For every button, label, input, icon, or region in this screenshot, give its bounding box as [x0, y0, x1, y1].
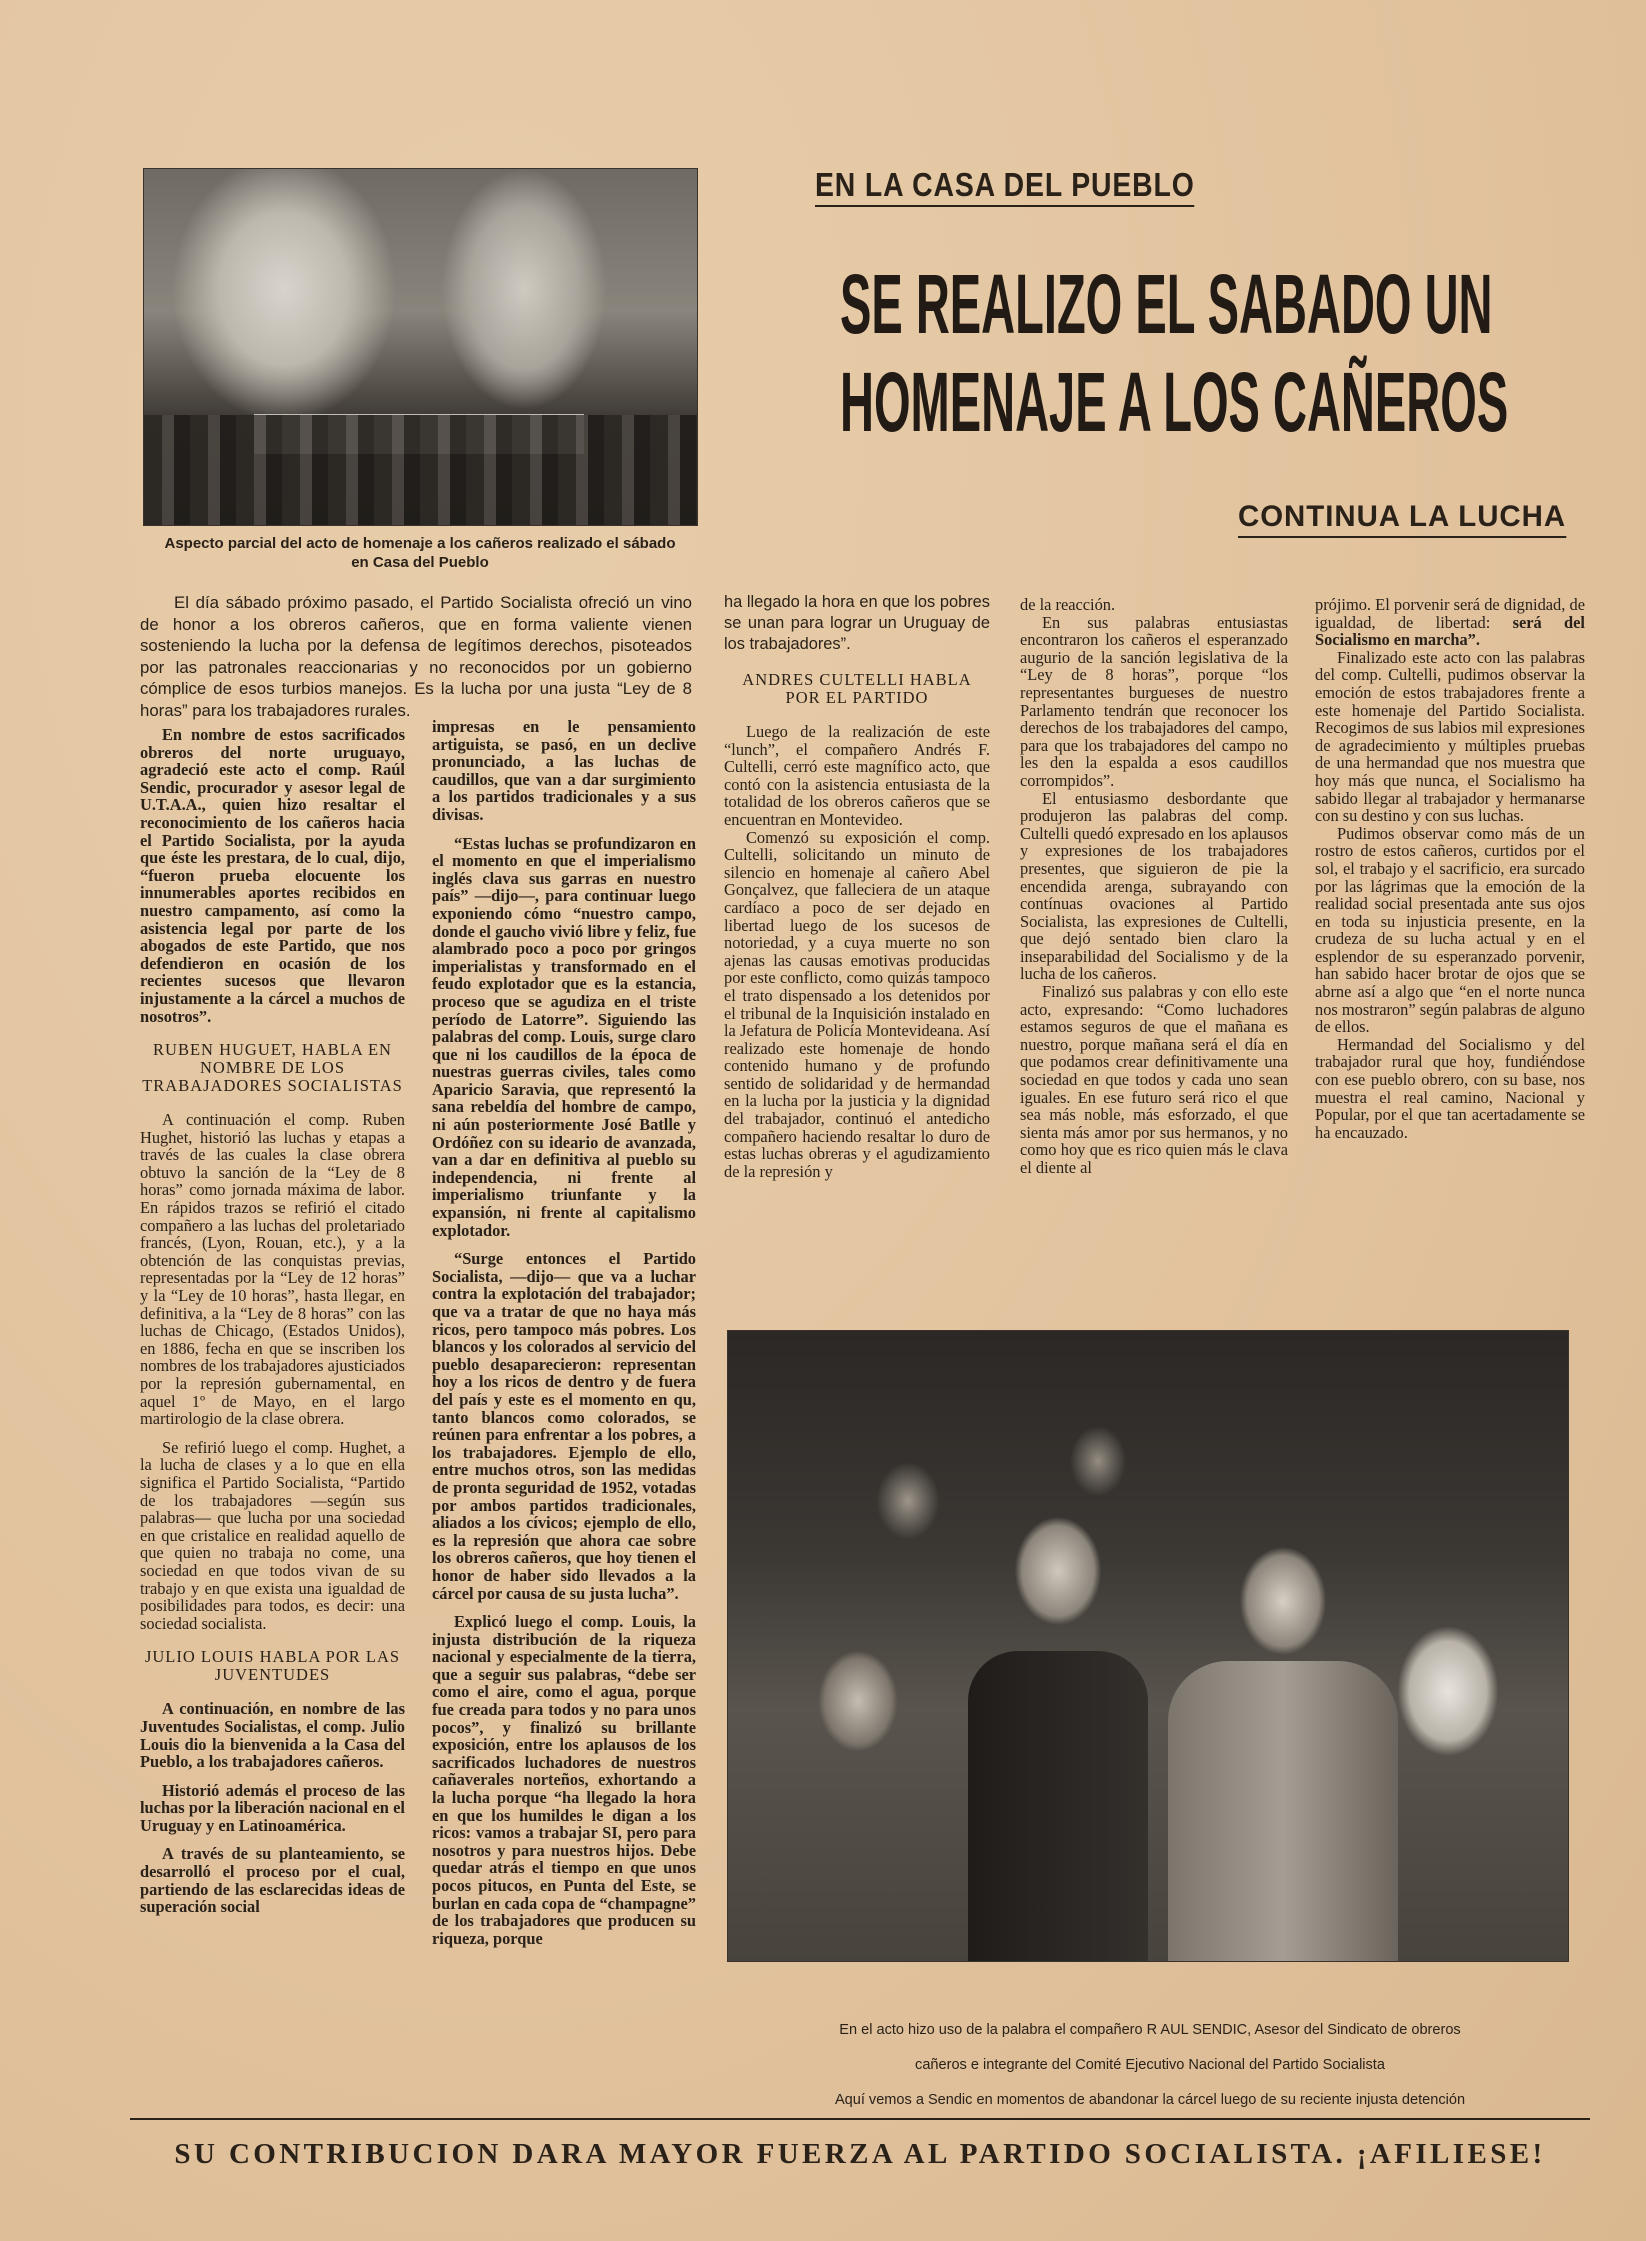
photo2-caption-line: En el acto hizo uso de la palabra el compañero R AUL SENDIC, Asesor del Sindicato de obreros — [839, 2021, 1461, 2038]
paragraph: Explicó luego el comp. Louis, la injusta distribución de la riqueza nacional y especialmente de la tierra, que a seguir sus palabras, “debe ser como el aire, como el agua, porque fue creada para todos y no para unos pocos”, y finalizó su brillante exposición, entre los aplausos de los sacrificados luchadores de nuestros cañaverales norteños, exhortando a la lucha porque “ha llegado la hora en que los humildes le digan a los ricos: vamos a trabajar SI, pero para nosotros y para nuestros hijos. Debe quedar atrás el tiempo en que unos pocos pitucos, en Punta del Este, se burlan en cada copa de “champagne” de los trabajadores que producen su riqueza, porque — [432, 1612, 696, 1948]
paragraph: impresas en le pensamiento artiguista, se pasó, en un declive pronunciado, a las luchas de caudillos, que van a dar surgimiento a los partidos tradicionales y a sus divisas. — [432, 717, 696, 824]
paragraph: Pudimos observar como más de un rostro de estos cañeros, curtidos por el sol, el trabajo y el sacrificio, era surcado por las lágrimas que la emoción de la realidad social presentada ante sus ojos en toda su injusticia presente, en la crudeza de su lucha actual y en el esplendor de su esperanzado porvenir, han sabido hacer brotar de ojos que se abrne así a algo que “en el norte nunca nos mostraron” según palabras de alguno de ellos. — [1315, 823, 1585, 1037]
section-heading: ANDRES CULTELLI HABLA POR EL PARTIDO — [742, 670, 972, 707]
paragraph: Luego de la realización de este “lunch”, el compañero Andrés F. Cultelli, cerró este magnífico acto, que contó con la asistencia entusiasta de la totalidad de los obreros cañeros que se encuentran en Montevideo. — [724, 722, 990, 829]
paragraph: Finalizado este acto con las palabras del comp. Cultelli, pudimos observar la emoción de estos trabajadores frente a este homenaje del Partido Socialista. Recogimos de sus labios mil expresiones de agradecimiento y múltiples pruebas de una hermandad que nos muestra que hoy más que nunca, el Socialismo ha sabido llegar al trabajador y hermanarse con su destino y con sus luchas. — [1315, 647, 1585, 826]
paragraph: Finalizó sus palabras y con ello este acto, expresando: “Como luchadores estamos seguros de que el mañana es nuestro, porque mañana será el día en que podamos crear definitivamente una sociedad en que todos y cada uno sean iguales. En ese futuro será rico el que sea más noble, más esforzado, el que sienta más amor por sus hermanos, y no como hoy que es rico quien más le clava el diente al — [1020, 982, 1288, 1177]
paragraph: El entusiasmo desbordante que produjeron las palabras del comp. Cultelli quedó expresado en los aplausos y expresiones de los trabajadores presentes, que siguieron de pie la encendida arenga, subrayando con contínuas ovaciones al Partido Socialista, las expresiones de Cultelli, que dejó sentado bien claro la inseparabilidad del Socialismo y de la lucha de los cañeros. — [1020, 788, 1288, 984]
headline-kicker: EN LA CASA DEL PUEBLO — [815, 166, 1195, 207]
photo2-caption-line: Aquí vemos a Sendic en momentos de abandonar la cárcel luego de su reciente injusta detención — [834, 2091, 1466, 2108]
column-3 — [724, 592, 990, 1191]
paragraph: Hermandad del Socialismo y del trabajador rural que hoy, fundiéndose con ese pueblo obrero, con su base, nos muestra el real camino, Nacional y Popular, por el que tan acertadamente se ha encauzado. — [1315, 1034, 1585, 1142]
photo-figure — [1168, 1661, 1398, 1961]
photo-sendic-leaving-jail — [727, 1330, 1569, 1962]
photo-crowd — [144, 415, 697, 525]
paragraph-text: prójimo. El porvenir será de dignidad, de igualdad, de libertad: — [1315, 595, 1585, 632]
headline-line-1: SE REALIZO EL SABADO UN — [840, 257, 1493, 351]
paragraph: En sus palabras entusiastas encontraron los cañeros el esperanzado augurio de la sanción legislativa de la “Ley de 8 horas”, porque “los representantes burgueses de nuestro Parlamento tendrán que reconocer los derechos de los trabajadores del campo, para que los trabajadores del campo no les den la espalda a esos caudillos corrompidos”. — [1020, 612, 1288, 790]
paragraph: “Surge entonces el Partido Socialista, —dijo— que va a luchar contra la explotación del trabajador; que va a tratar de que no haya más ricos, pero tampoco más pobres. Los blancos y los colorados al servicio del pueblo desaparecieron: representan hoy a los ricos de dentro y de fuera del país y este es el momento en qu, tanto blancos como colorados, se reúnen para enfrentar a los pobres, a los trabajadores. Ejemplo de ello, entre muchos otros, son las medidas de pronta seguridad de 1952, votadas por ambos partidos tradicionales, aliados a los cívicos; ejemplo de ello, es la represión que ahora cae sobre los obreros cañeros, que hoy tienen el honor de haber sido llevados a la cárcel por causa de su justa lucha”. — [432, 1249, 696, 1603]
column-5 — [1315, 596, 1585, 1141]
photo-event-audience — [143, 168, 698, 526]
paragraph: A través de su planteamiento, se desarrolló el proceso por el cual, partiendo de las esclarecidas ideas de superación social — [140, 1844, 405, 1917]
divider-rule — [130, 2118, 1590, 2120]
photo2-caption — [733, 2012, 1567, 2117]
paragraph: Historió además el proceso de las luchas por la liberación nacional en el Uruguay y en Latinoamérica. — [140, 1780, 405, 1835]
photo1-caption-line: en Casa del Pueblo — [351, 554, 489, 571]
section-heading: JULIO LOUIS HABLA POR LAS JUVENTUDES — [144, 1647, 401, 1685]
section-heading: RUBEN HUGUET, HABLA EN NOMBRE DE LOS TRABAJADORES SOCIALISTAS — [142, 1040, 403, 1096]
paragraph: de la reacción. — [1020, 595, 1116, 614]
subheadline: CONTINUA LA LUCHA — [1238, 500, 1566, 538]
paragraph — [1315, 596, 1585, 649]
headline-line-2: HOMENAJE A LOS CAÑEROS — [840, 355, 1509, 449]
intro-text: El día sábado próximo pasado, el Partido Socialista ofreció un vino de honor a los obreros cañeros, que en forma valiente vienen sosteniendo la lucha por la defensa de legítimos derechos, pisoteados por las patronales reaccionarias y no reconocidos por un gobierno cómplice de esos turbios manejos. Es la lucha por una justa “Ley de 8 horas” para los trabajadores rurales. — [140, 593, 692, 720]
paragraph: “Estas luchas se profundizaron en el momento en que el imperialismo inglés clava sus garras en nuestro país” —dijo—, para continuar luego exponiendo cómo “nuestro campo, donde el gaucho vivió libre y feliz, fue alambrado poco a poco por gringos imperialistas y transformado en el feudo explotador que es la estancia, proceso que se agudiza en el triste período de Latorre”. Siguiendo las palabras del comp. Louis, surge claro que ni los caudillos de la época de nuestras guerras civiles, tales como Aparicio Saravia, que representó la sana rebeldía del hombre de campo, ni aún posteriormente José Batlle y Ordóñez con su ideario de avanzada, van a dar en definitiva al pueblo su independencia, ni frente al imperialismo triunfante y la expansión, ni frente al capitalismo explotador. — [432, 833, 696, 1240]
paragraph: A continuación el comp. Ruben Hughet, historió las luchas y etapas a través de las cuales la clase obrera obtuvo la sanción de la “Ley de 8 horas” como jornada máxima de labor. En rápidos trazos se refirió el citado compañero a las luchas del proletariado francés, (Lyon, Rouan, etc.), y a la obtención de las conquistas previas, representadas por la “Ley de 12 horas” y la “Ley de 10 horas”, hasta llegar, en definitiva, a la “Ley de 8 horas” con las luchas de Chicago, (Estados Unidos), en 1886, fecha en que se inscriben los nombres de los trabajadores ajusticiados por la represión gubernamental, en aquel 1º de Mayo, en el largo martirologio de la clase obrera. — [140, 1110, 405, 1429]
photo1-caption-line: Aspecto parcial del acto de homenaje a los cañeros realizado el sábado — [164, 535, 676, 552]
column-4 — [1020, 596, 1288, 1177]
emphasis-text: será del Socialismo en marcha”. — [1315, 612, 1585, 650]
paragraph: ha llegado la hora en que los pobres se unan para lograr un Uruguay de los trabajadores”. — [724, 593, 990, 653]
column-2 — [432, 718, 696, 1958]
photo1-caption — [130, 534, 710, 572]
footer-banner: SU CONTRIBUCION DARA MAYOR FUERZA AL PARTIDO SOCIALISTA. ¡AFILIESE! — [174, 2138, 1546, 2170]
paragraph: En nombre de estos sacrificados obreros del norte uruguayo, agradeció este acto el comp. Raúl Sendic, procurador y asesor legal de U.T.A.A., quien hizo resaltar el reconocimiento de los cañeros hacia el Partido Socialista, por la ayuda que éste les prestara, de lo cual, dijo, “fueron prueba elocuente los innumerables aportes recibidos en nuestro campamento, así como la asistencia legal por parte de los abogados de este Partido, que nos defendieron en ocasión de los recientes sucesos que llevaron injustamente a la cárcel a muchos de nosotros”. — [140, 725, 405, 1026]
paragraph: Se refirió luego el comp. Hughet, a la lucha de clases y a lo que en ella significa el Partido Socialista, “Partido de los trabajadores —según sus palabras— que lucha por una sociedad en que cristalice en realidad aquello de que quien no trabaja no come, una sociedad en que todos vivan de su trabajo y en que exista una igualdad de posibilidades para todos, es decir: una sociedad socialista. — [140, 1437, 405, 1633]
intro-paragraph — [140, 592, 692, 722]
paragraph: Comenzó su exposición el comp. Cultelli, solicitando un minuto de silencio en homenaje al cañero Abel Gonçalvez, que falleciera de un ataque cardíaco a poco de ser dejado en libertad luego de los sucesos de notoriedad, y a cuya muerte no son ajenas las causas emotivas producidas por este conflicto, como quizás tampoco el trato dispensado a los detenidos por el tribunal de la Inquisición instalado en la Jefatura de Policía Montevideana. Así realizado este homenaje de hondo contenido humano y de profundo sentido de solidaridad y de hermandad en la lucha por la justicia y la dignidad del trabajador, continuó el antedicho compañero haciendo resaltar lo duro de estas luchas obreras y el agudizamiento de la represión y — [724, 827, 990, 1181]
column-1 — [140, 726, 405, 1927]
photo2-caption-line: cañeros e integrante del Comité Ejecutivo Nacional del Partido Socialista — [915, 2056, 1385, 2073]
photo-figure — [968, 1651, 1148, 1961]
paragraph: A continuación, en nombre de las Juventudes Socialistas, el comp. Julio Louis dio la bienvenida a la Casa del Pueblo, a los trabajadores cañeros. — [140, 1699, 405, 1772]
